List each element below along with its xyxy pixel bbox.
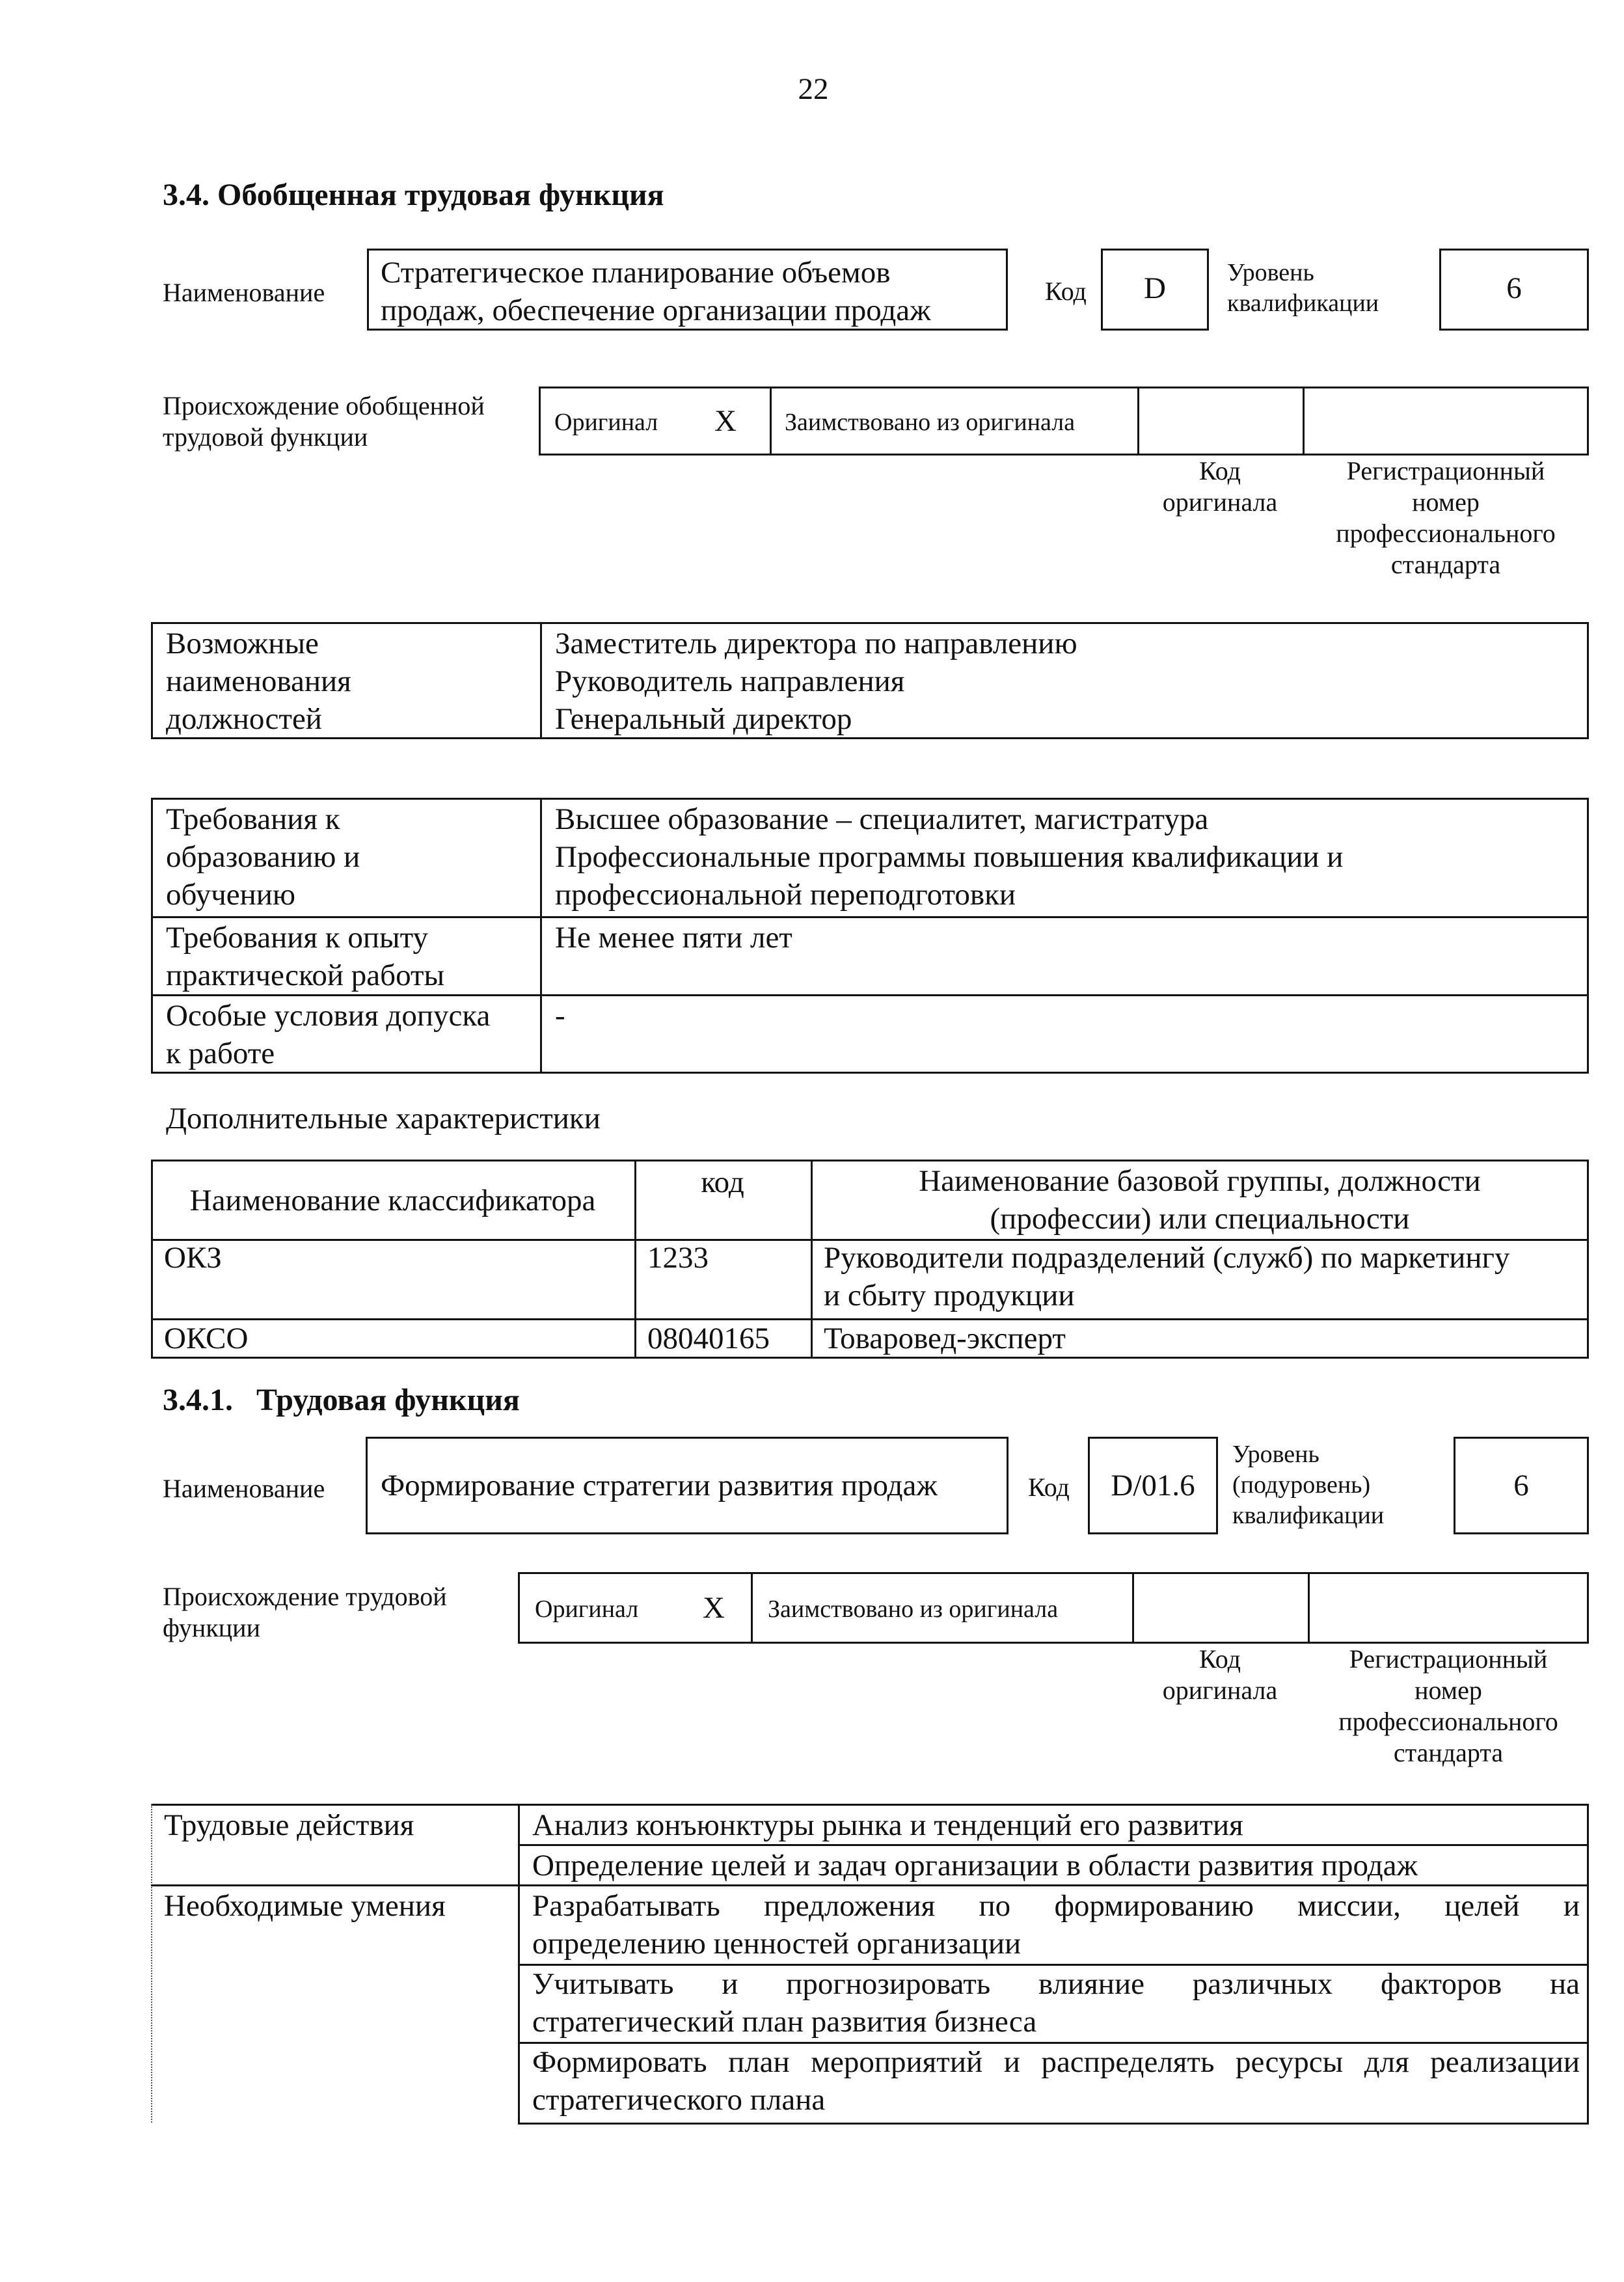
tf-borrowed-label: Заимствовано из оригинала [768,1596,1059,1623]
classifier-row-name: ОКЗ [164,1241,222,1275]
tf-name-value: Формирование стратегии развития продаж [381,1469,938,1502]
tf-level-value: 6 [1513,1469,1529,1502]
page-number: 22 [798,72,829,106]
tf-skills-label: Необходимые умения [164,1889,446,1923]
tf-actions-label: Трудовые действия [164,1808,414,1842]
classifier-row-group: Товаровед-эксперт [824,1322,1066,1355]
gtf-name-label: Наименование [163,278,325,307]
gtf-req-label-experience: Требования к опыту практической работы [166,921,445,992]
classifier-row-code: 1233 [647,1241,709,1275]
gtf-req-label-education: Требования к образованию и обучению [166,802,360,912]
tf-original-label: Оригинал [535,1596,639,1623]
classifier-header-code: код [701,1165,744,1199]
gtf-borrowed-label: Заимствовано из оригинала [785,409,1076,436]
tf-code-value: D/01.6 [1111,1469,1195,1502]
gtf-name-value: Стратегическое планирование объемов продаж, обеспечение организации продаж [381,256,931,327]
gtf-code-value: D [1144,271,1166,305]
tf-level-label: Уровень (подуровень) квалификации [1232,1441,1385,1529]
gtf-original-label: Оригинал [554,409,658,436]
classifier-row-code: 08040165 [647,1322,770,1355]
gtf-req-value-experience: Не менее пяти лет [555,921,792,955]
gtf-reg-number-caption: Регистрационный номер профессионального стандарта [1336,456,1556,579]
classifier-header-group: Наименование базовой группы, должности (профессии) или специальности [919,1164,1481,1236]
gtf-req-label-conditions: Особые условия допуска к работе [166,999,491,1070]
classifier-row-name: ОКСО [164,1322,249,1355]
gtf-code-original-caption: Код оригинала [1162,456,1278,517]
tf-skill-item: Учитывать и прогнозировать влияние различных факторов на стратегический план развития бизнеса [532,1967,1580,2039]
section-heading-3-4: 3.4. Обобщенная трудовая функция [163,178,664,212]
gtf-req-value-education: Высшее образование – специалитет, магистратура Профессиональные программы повышения квалификации и профессиональной переподготовки [555,802,1344,912]
tf-skill-item: Формировать план мероприятий и распределять ресурсы для реализации стратегического плана [532,2045,1580,2117]
tf-action-item: Определение целей и задач организации в области развития продаж [532,1849,1418,1882]
tf-code-label: Код [1028,1473,1070,1502]
tf-skill-item: Разрабатывать предложения по формированию миссии, целей и определению ценностей организации [532,1889,1580,1961]
tf-code-original-caption: Код оригинала [1162,1644,1278,1705]
gtf-code-label: Код [1045,277,1087,306]
tf-name-label: Наименование [163,1474,325,1503]
gtf-additional-title: Дополнительные характеристики [166,1102,601,1135]
tf-origin-label: Происхождение трудовой функции [163,1582,447,1642]
section-heading-3-4-1: 3.4.1. Трудовая функция [163,1383,520,1417]
gtf-original-mark: X [714,404,737,438]
gtf-positions-value: Заместитель директора по направлению Руководитель направления Генеральный директор [555,627,1077,736]
tf-reg-number-caption: Регистрационный номер профессионального стандарта [1338,1644,1558,1767]
gtf-origin-label: Происхождение обобщенной трудовой функции [163,391,485,452]
tf-original-mark: X [703,1591,725,1625]
classifier-header-name: Наименование классификатора [189,1184,596,1217]
gtf-req-value-conditions: - [555,999,565,1033]
classifier-row-group: Руководители подразделений (служб) по маркетингу и сбыту продукции [824,1241,1510,1312]
gtf-level-value: 6 [1506,271,1522,305]
tf-action-item: Анализ конъюнктуры рынка и тенденций его развития [532,1808,1243,1842]
gtf-level-label: Уровень квалификации [1227,259,1379,317]
gtf-positions-label: Возможные наименования должностей [166,627,351,736]
